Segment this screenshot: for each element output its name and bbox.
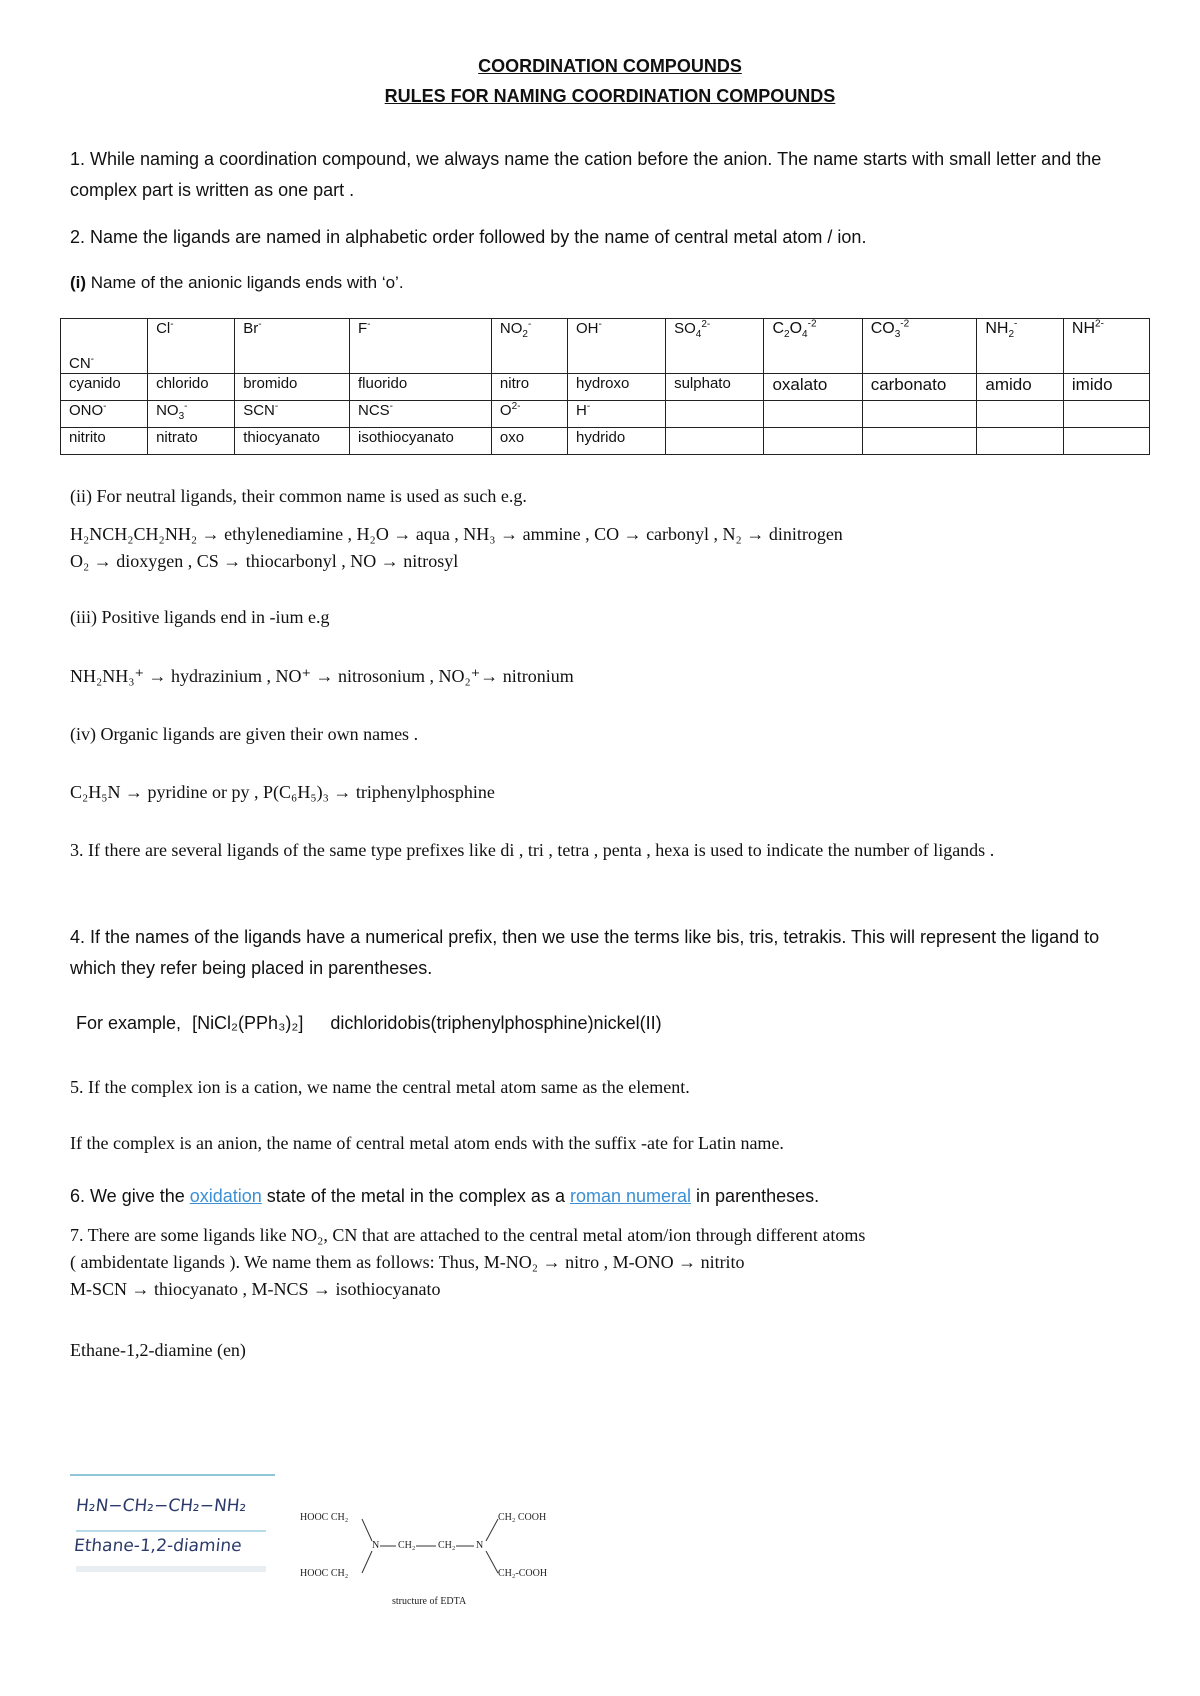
- rule-6-text-2: state of the metal in the complex as a: [261, 1186, 570, 1206]
- table-cell: carbonato: [862, 374, 977, 401]
- table-cell: F-: [349, 319, 491, 374]
- edta-ch2-right: CH₂: [438, 1540, 456, 1551]
- table-cell: chlorido: [148, 374, 235, 401]
- rule-2-i-text: Name of the anionic ligands ends with ‘o’.: [86, 273, 404, 292]
- table-cell: hydrido: [568, 428, 666, 455]
- table-cell: thiocyanato: [235, 428, 350, 455]
- rule-5-anion: If the complex is an anion, the name of central metal atom ends with the suffix -ate for Latin name.: [70, 1133, 784, 1153]
- table-cell: $NO_2^-$: [491, 319, 567, 374]
- table-cell: [977, 401, 1064, 428]
- edta-top-left-group: HOOC CH₂: [300, 1512, 349, 1523]
- table-cell: CN-: [61, 319, 148, 374]
- rule-2-iv: (iv) Organic ligands are given their own names .: [70, 724, 419, 744]
- table-cell: $C_2O_4^{-2}$: [764, 319, 862, 374]
- rule-2-iv-example: C₂H₅N → pyridine or py , P(C₆H₅)₃ → triphenylphosphine: [70, 782, 495, 802]
- table-cell: [977, 428, 1064, 455]
- doc-subtitle: RULES FOR NAMING COORDINATION COMPOUNDS: [384, 86, 836, 106]
- table-row: [61, 401, 1150, 428]
- rule-2: 2. Name the ligands are named in alphabetic order followed by the name of central metal atom / ion.: [70, 227, 867, 247]
- rule-4-example-label: For example,: [76, 1013, 182, 1033]
- table-cell: [1063, 428, 1149, 455]
- edta-bottom-right-group: CH₂-COOH: [498, 1568, 548, 1579]
- edta-ch2-left: CH₂: [398, 1540, 416, 1551]
- rule-6-text-3: in parentheses.: [691, 1186, 820, 1206]
- table-cell: fluorido: [349, 374, 491, 401]
- table-cell: amido: [977, 374, 1064, 401]
- rule-2-iii: (iii) Positive ligands end in -ium e.g: [70, 607, 330, 627]
- table-cell: Br-: [235, 319, 350, 374]
- rule-2-ii: (ii) For neutral ligands, their common name is used as such e.g.: [70, 486, 527, 506]
- table-cell: oxalato: [764, 374, 862, 401]
- divider: [70, 1474, 275, 1476]
- handwritten-name: Ethane-1,2-diamine: [72, 1536, 243, 1556]
- edta-bottom-left-group: HOOC CH₂: [300, 1568, 349, 1579]
- table-cell: $NH_2^-$: [977, 319, 1064, 374]
- table-cell: Cl-: [148, 319, 235, 374]
- rule-2-i: [70, 273, 404, 293]
- ethane-diamine-label: Ethane-1,2-diamine (en): [70, 1340, 246, 1360]
- table-cell: [764, 428, 862, 455]
- table-cell: $CO_3^{-2}$: [862, 319, 977, 374]
- rule-3: 3. If there are several ligands of the same type prefixes like di , tri , tetra , penta , hexa is used to indicate the number of ligands .: [70, 840, 995, 860]
- rule-4: 4. If the names of the ligands have a numerical prefix, then we use the terms like bis, tris, tetrakis. This will represent the ligand to which they refer being placed in parentheses.: [70, 927, 1100, 978]
- anionic-ligand-table: [60, 318, 1150, 455]
- rule-7-line-1: 7. There are some ligands like NO₂, CN that are attached to the central metal atom/ion through different atoms: [70, 1225, 866, 1245]
- table-cell: [764, 401, 862, 428]
- table-cell: oxo: [491, 428, 567, 455]
- rule-1: 1. While naming a coordination compound, we always name the cation before the anion. The name starts with small letter and the complex part is written as one part .: [70, 149, 1102, 200]
- table-cell: $NO_3^-$: [148, 401, 235, 428]
- rule-2-iii-example: NH₂NH₃⁺ → hydrazinium , NO⁺ → nitrosonium , NO₂⁺→ nitronium: [70, 666, 574, 686]
- table-cell: $O^{2-}$: [491, 401, 567, 428]
- handwritten-formula: H₂N−CH₂−CH₂−NH₂: [74, 1496, 248, 1516]
- edta-caption: structure of EDTA: [392, 1596, 467, 1607]
- table-cell: [666, 428, 764, 455]
- table-cell: ONO-: [61, 401, 148, 428]
- edta-top-right-group: CH₂ COOH: [498, 1512, 547, 1523]
- rule-4-example-formula: [NiCl₂(PPh₃)₂]: [192, 1013, 304, 1033]
- table-cell: hydroxo: [568, 374, 666, 401]
- table-cell: [862, 428, 977, 455]
- rule-7-line-2: ( ambidentate ligands ). We name them as follows: Thus, M-NO₂ → nitro , M-ONO → nitrito: [70, 1252, 745, 1272]
- rule-2-ii-example-2: O₂ → dioxygen , CS → thiocarbonyl , NO → nitrosyl: [70, 551, 459, 571]
- table-cell: nitrito: [61, 428, 148, 455]
- table-cell: nitro: [491, 374, 567, 401]
- table-cell: H-: [568, 401, 666, 428]
- rule-2-i-number: (i): [70, 273, 87, 292]
- edta-nitrogen-left: N: [372, 1540, 380, 1551]
- table-cell: SCN-: [235, 401, 350, 428]
- rule-2-ii-example-1: H₂NCH₂CH₂NH₂ → ethylenediamine , H₂O → aqua , NH₃ → ammine , CO → carbonyl , N₂ → dinitrogen: [70, 524, 843, 544]
- table-row: [61, 374, 1150, 401]
- divider: [76, 1566, 266, 1572]
- table-cell: imido: [1063, 374, 1149, 401]
- rule-4-example-name: dichloridobis(triphenylphosphine)nickel(II): [330, 1013, 662, 1033]
- table-cell: bromido: [235, 374, 350, 401]
- rule-6-text-1: 6. We give the: [70, 1186, 190, 1206]
- table-row: [61, 428, 1150, 455]
- table-cell: sulphato: [666, 374, 764, 401]
- table-cell: $NH^{2-}$: [1063, 319, 1149, 374]
- rule-4-example: [76, 1013, 662, 1034]
- table-cell: [1063, 401, 1149, 428]
- edta-nitrogen-right: N: [476, 1540, 484, 1551]
- oxidation-link[interactable]: oxidation: [189, 1186, 262, 1206]
- table-cell: cyanido: [61, 374, 148, 401]
- table-row: [61, 319, 1150, 374]
- rule-7: [70, 1222, 1170, 1303]
- ethane-diamine-handwritten-image: [70, 1474, 275, 1579]
- table-cell: [666, 401, 764, 428]
- rule-5-cation: 5. If the complex ion is a cation, we name the central metal atom same as the element.: [70, 1077, 690, 1097]
- roman-numeral-link[interactable]: roman numeral: [569, 1186, 692, 1206]
- rule-7-line-3: M-SCN → thiocyanato , M-NCS → isothiocyanato: [70, 1279, 441, 1299]
- rule-6: [70, 1186, 819, 1207]
- edta-structure: [300, 1508, 570, 1608]
- table-cell: OH-: [568, 319, 666, 374]
- doc-title: COORDINATION COMPOUNDS: [478, 56, 742, 76]
- table-cell: NCS-: [349, 401, 491, 428]
- table-cell: nitrato: [148, 428, 235, 455]
- table-cell: isothiocyanato: [349, 428, 491, 455]
- table-cell: $SO_4^{2-}$: [666, 319, 764, 374]
- divider: [76, 1530, 266, 1532]
- table-cell: [862, 401, 977, 428]
